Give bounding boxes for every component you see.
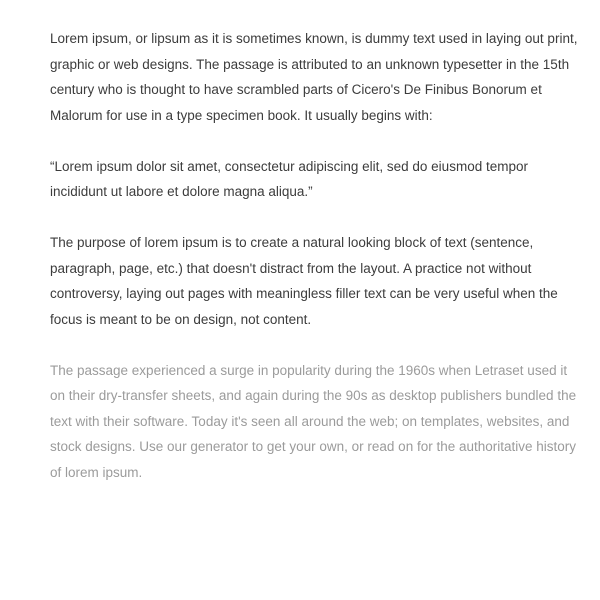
paragraph-intro: Lorem ipsum, or lipsum as it is sometimes known, is dummy text used in laying out print, graphic or web designs. The passage is attributed to an unknown typesetter in the 15th century who is thought to have scrambled parts of Cicero's De Finibus Bonorum et Malorum for use in a type specimen book. It usually begins with: [50, 31, 578, 123]
paragraph-quote: “Lorem ipsum dolor sit amet, consectetur adipiscing elit, sed do eiusmod tempor incididunt ut labore et dolore magna aliqua.” [50, 158, 528, 199]
paragraph-purpose: The purpose of lorem ipsum is to create a natural looking block of text (sentence, paragraph, page, etc.) that doesn't distract from the layout. A practice not without controversy, laying out pages with meaningless filler text can be very useful when the focus is meant to be on design, not content. [50, 235, 558, 327]
paragraph-history: The passage experienced a surge in popularity during the 1960s when Letraset used it on their dry-transfer sheets, and again during the 90s as desktop publishers bundled the text with their software. Today it's seen all around the web; on templates, websites, and stock designs. Use our generator to get your own, or read on for the authoritative history of lorem ipsum. [50, 362, 577, 480]
